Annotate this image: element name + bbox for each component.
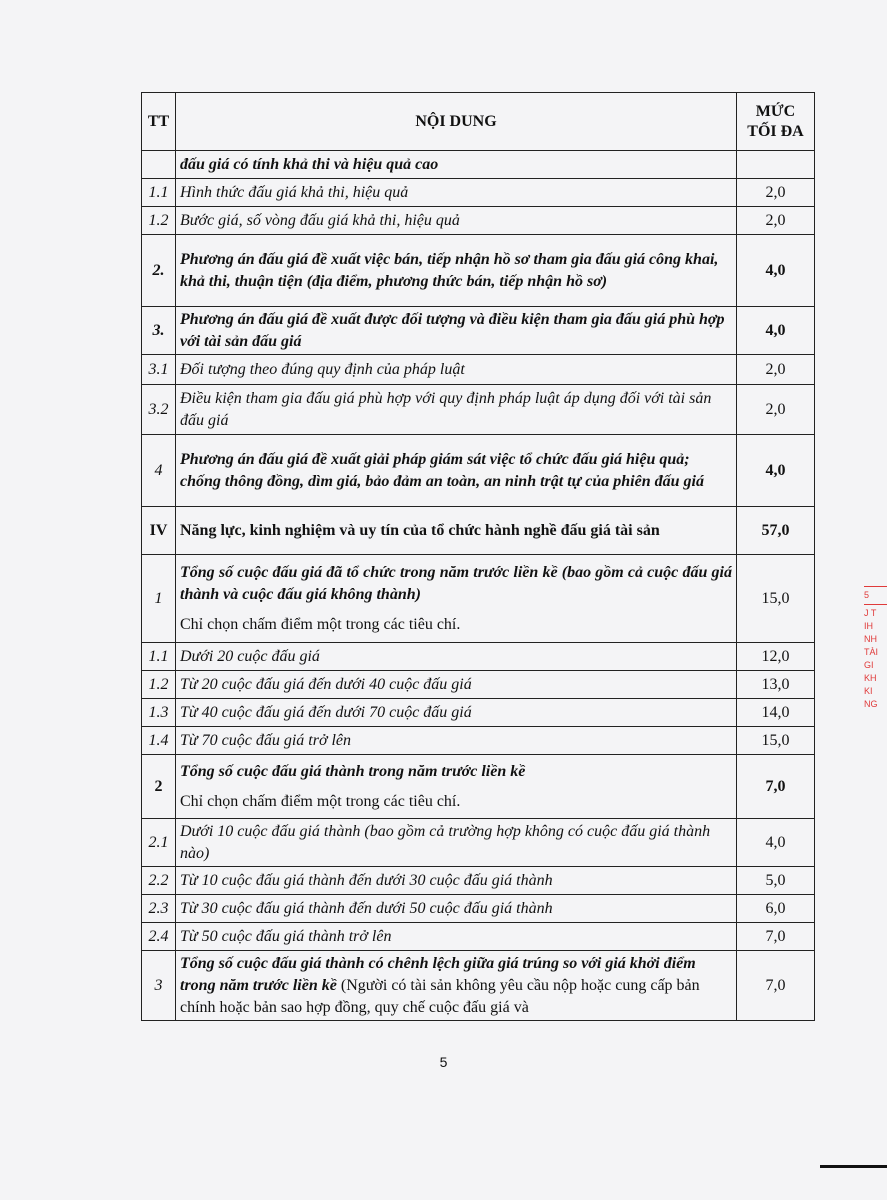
- row-tt: [142, 151, 176, 179]
- row-tt: 1.4: [142, 727, 176, 755]
- row-content: Phương án đấu giá đề xuất được đối tượng và điều kiện tham gia đấu giá phù hợp với tài sản đấu giá: [176, 307, 737, 355]
- table-row: [142, 727, 815, 755]
- table-row: [142, 643, 815, 671]
- row-content: Tổng số cuộc đấu giá đã tổ chức trong năm trước liền kề (bao gồm cả cuộc đấu giá thành và cuộc đấu giá không thành): [180, 563, 732, 603]
- stamp-text: 5: [864, 590, 870, 600]
- row-tt: 2.1: [142, 819, 176, 867]
- table-row: [142, 179, 815, 207]
- row-content-cell: [176, 755, 737, 819]
- table-row: [142, 699, 815, 727]
- row-content: Từ 50 cuộc đấu giá thành trở lên: [176, 923, 737, 951]
- table-row: [142, 355, 815, 385]
- row-content: Từ 10 cuộc đấu giá thành đến dưới 30 cuộc đấu giá thành: [176, 867, 737, 895]
- stamp-text: NH: [864, 634, 877, 644]
- table-row: [142, 435, 815, 507]
- table-row: [142, 755, 815, 819]
- row-max: 15,0: [737, 555, 815, 643]
- scan-edge-line: [820, 1165, 887, 1168]
- row-tt: 1.3: [142, 699, 176, 727]
- row-max: 4,0: [737, 819, 815, 867]
- row-content: Từ 40 cuộc đấu giá đến dưới 70 cuộc đấu giá: [176, 699, 737, 727]
- row-content: Phương án đấu giá đề xuất việc bán, tiếp nhận hồ sơ tham gia đấu giá công khai, khả thi, thuận tiện (địa điểm, phương thức bán, tiếp nhận hồ sơ): [176, 235, 737, 307]
- row-note: Chỉ chọn chấm điểm một trong các tiêu chí.: [180, 615, 461, 633]
- table-row: [142, 951, 815, 1021]
- page-number: 5: [439, 1054, 448, 1070]
- row-tt: 1: [142, 555, 176, 643]
- row-tt: 4: [142, 435, 176, 507]
- row-note: Chỉ chọn chấm điểm một trong các tiêu chí.: [180, 792, 461, 810]
- row-max: 5,0: [737, 867, 815, 895]
- row-tt: 1.1: [142, 643, 176, 671]
- row-content: Hình thức đấu giá khả thi, hiệu quả: [176, 179, 737, 207]
- table-row: [142, 819, 815, 867]
- row-max: 7,0: [737, 755, 815, 819]
- stamp-text: J T: [864, 608, 877, 618]
- stamp-text: IH: [864, 621, 873, 631]
- row-max: 4,0: [737, 435, 815, 507]
- row-max: 2,0: [737, 385, 815, 435]
- row-content-cell: [176, 555, 737, 643]
- table-row: [142, 207, 815, 235]
- row-content: Đối tượng theo đúng quy định của pháp luật: [176, 355, 737, 385]
- table-header-row: [142, 93, 815, 151]
- row-tt: IV: [142, 507, 176, 555]
- header-content: NỘI DUNG: [176, 93, 737, 151]
- row-tt: 3.: [142, 307, 176, 355]
- row-tt: 1.1: [142, 179, 176, 207]
- row-content: đấu giá có tính khả thi và hiệu quả cao: [176, 151, 737, 179]
- row-max: 7,0: [737, 951, 815, 1021]
- row-content: Năng lực, kinh nghiệm và uy tín của tổ chức hành nghề đấu giá tài sản: [176, 507, 737, 555]
- row-content: Phương án đấu giá đề xuất giải pháp giám sát việc tổ chức đấu giá hiệu quả; chống thông đồng, dìm giá, bảo đảm an toàn, an ninh trật tự của phiên đấu giá: [176, 435, 737, 507]
- row-max: 12,0: [737, 643, 815, 671]
- row-tt: 3: [142, 951, 176, 1021]
- table-row-section: [142, 507, 815, 555]
- table-row: [142, 307, 815, 355]
- row-max: 14,0: [737, 699, 815, 727]
- stamp-text: KI: [864, 686, 873, 696]
- row-max: [737, 151, 815, 179]
- row-tt: 1.2: [142, 207, 176, 235]
- row-tt: 2.: [142, 235, 176, 307]
- stamp-text: KH: [864, 673, 877, 683]
- stamp-rule: [864, 586, 887, 587]
- row-max: 4,0: [737, 235, 815, 307]
- row-content: Từ 20 cuộc đấu giá đến dưới 40 cuộc đấu giá: [176, 671, 737, 699]
- stamp-rule: [864, 604, 887, 605]
- row-content: Từ 70 cuộc đấu giá trở lên: [176, 727, 737, 755]
- scoring-table: [141, 92, 815, 1021]
- row-tt: 3.1: [142, 355, 176, 385]
- row-tt: 3.2: [142, 385, 176, 435]
- row-max: 57,0: [737, 507, 815, 555]
- table-row: [142, 923, 815, 951]
- row-max: 7,0: [737, 923, 815, 951]
- row-max: 2,0: [737, 355, 815, 385]
- row-max: 15,0: [737, 727, 815, 755]
- table-row: [142, 867, 815, 895]
- row-content: Dưới 10 cuộc đấu giá thành (bao gồm cả trường hợp không có cuộc đấu giá thành nào): [176, 819, 737, 867]
- header-tt: TT: [142, 93, 176, 151]
- table-row: [142, 385, 815, 435]
- red-stamp-fragment: [864, 584, 887, 724]
- row-tt: 1.2: [142, 671, 176, 699]
- row-tt: 2.2: [142, 867, 176, 895]
- row-content: Dưới 20 cuộc đấu giá: [176, 643, 737, 671]
- row-content: Từ 30 cuộc đấu giá thành đến dưới 50 cuộc đấu giá thành: [176, 895, 737, 923]
- row-tt: 2.4: [142, 923, 176, 951]
- stamp-text: NG: [864, 699, 878, 709]
- row-max: 2,0: [737, 179, 815, 207]
- table-row: [142, 895, 815, 923]
- row-content: Tổng số cuộc đấu giá thành trong năm trước liền kề: [180, 762, 526, 780]
- stamp-text: GI: [864, 660, 874, 670]
- table-row: [142, 555, 815, 643]
- row-content-tail: (Người có tài sản không yêu cầu nộp hoặc cung cấp bản chính hoặc bản sao hợp đồng, quy chế cuộc đấu giá và: [180, 976, 700, 1016]
- header-max: MỨC TỐI ĐA: [737, 93, 815, 151]
- row-content: Bước giá, số vòng đấu giá khả thi, hiệu quả: [176, 207, 737, 235]
- table-row: [142, 151, 815, 179]
- table-row: [142, 235, 815, 307]
- row-tt: 2: [142, 755, 176, 819]
- row-max: 6,0: [737, 895, 815, 923]
- table-row: [142, 671, 815, 699]
- row-content-cell: [176, 951, 737, 1021]
- row-max: 13,0: [737, 671, 815, 699]
- row-content: Điều kiện tham gia đấu giá phù hợp với quy định pháp luật áp dụng đối với tài sản đấu giá: [176, 385, 737, 435]
- row-content: Tổng số cuộc đấu giá thành có chênh lệch giữa giá trúng so với giá khởi điểm trong năm trước liền kề: [180, 954, 696, 994]
- row-max: 2,0: [737, 207, 815, 235]
- row-tt: 2.3: [142, 895, 176, 923]
- row-max: 4,0: [737, 307, 815, 355]
- stamp-text: TÀI: [864, 647, 879, 657]
